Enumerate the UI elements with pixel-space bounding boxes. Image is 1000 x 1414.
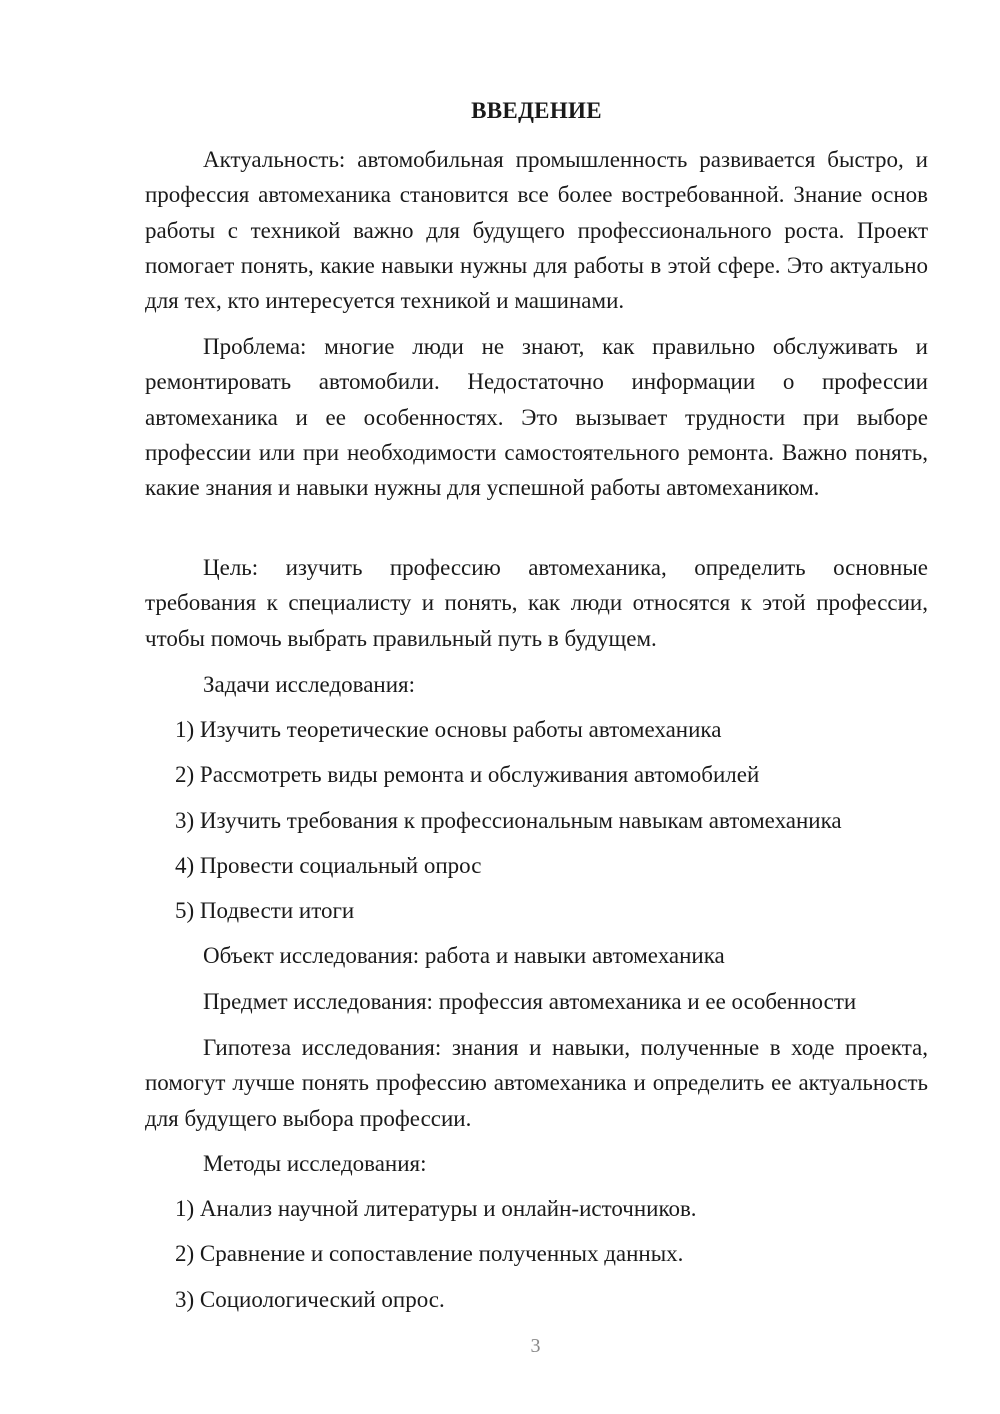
research-object: Объект исследования: работа и навыки автомеханика	[203, 943, 725, 968]
task-item-2: 2) Рассмотреть виды ремонта и обслуживания автомобилей	[175, 762, 760, 787]
goal-paragraph: Цель: изучить профессию автомеханика, определить основные требования к специалисту и понять, как люди относятся к этой профессии, чтобы помочь выбрать правильный путь в будущем.	[145, 555, 928, 651]
method-item-2: 2) Сравнение и сопоставление полученных данных.	[175, 1241, 684, 1266]
task-item-3: 3) Изучить требования к профессиональным навыкам автомеханика	[175, 808, 842, 833]
hypothesis-paragraph: Гипотеза исследования: знания и навыки, полученные в ходе проекта, помогут лучше понять профессию автомеханика и определить ее актуальность для будущего выбора профессии.	[145, 1035, 928, 1131]
problem-paragraph: Проблема: многие люди не знают, как правильно обслуживать и ремонтировать автомобили. Недостаточно информации о профессии автомеханика и ее особенностях. Это вызывает трудности при выборе профессии или при необходимости самостоятельного ремонта. Важно понять, какие знания и навыки нужны для успешной работы автомехаником.	[145, 334, 928, 501]
task-item-5: 5) Подвести итоги	[175, 898, 355, 923]
research-subject: Предмет исследования: профессия автомеханика и ее особенности	[203, 989, 857, 1014]
methods-heading: Методы исследования:	[203, 1151, 427, 1176]
task-item-4: 4) Провести социальный опрос	[175, 853, 482, 878]
relevance-paragraph: Актуальность: автомобильная промышленность развивается быстро, и профессия автомеханика становится все более востребованной. Знание основ работы с техникой важно для будущего профессионального роста. Проект помогает понять, какие навыки нужны для работы в этой сфере. Это актуально для тех, кто интересуется техникой и машинами.	[145, 147, 928, 314]
method-item-3: 3) Социологический опрос.	[175, 1287, 445, 1312]
method-item-1: 1) Анализ научной литературы и онлайн-источников.	[175, 1196, 697, 1221]
page-number: 3	[530, 1335, 541, 1357]
tasks-heading: Задачи исследования:	[203, 672, 416, 697]
task-item-1: 1) Изучить теоретические основы работы автомеханика	[175, 717, 722, 742]
section-title: ВВЕДЕНИЕ	[471, 98, 602, 123]
